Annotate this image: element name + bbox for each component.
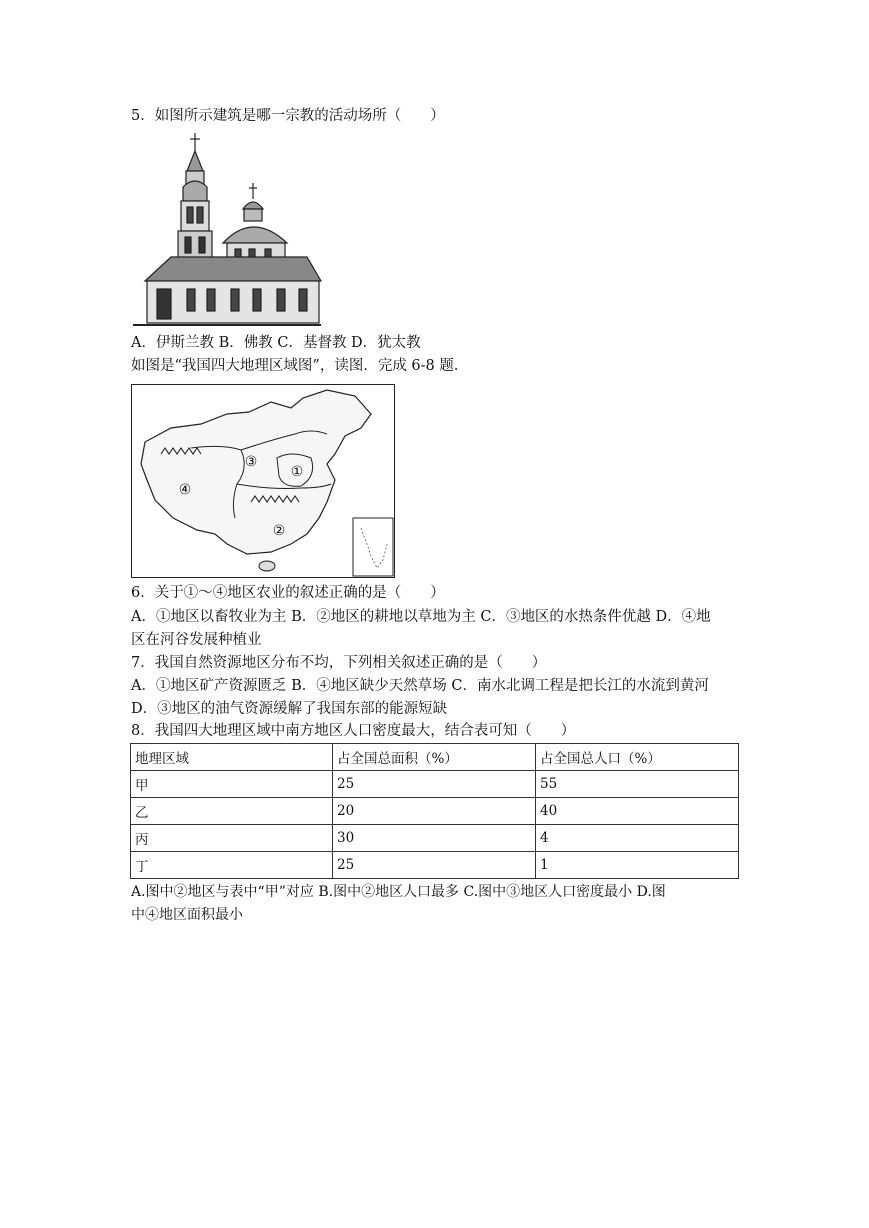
table-header-row [131,744,739,771]
q5-stem: 5．如图所示建筑是哪一宗教的活动场所（ ） [131,108,445,124]
table-cell: 4 [536,825,739,852]
table-cell: 20 [333,798,536,825]
table-header-cell: 地理区域 [131,744,333,771]
table-row [131,771,739,798]
table-cell: 丙 [131,825,333,852]
q5-options: A．伊斯兰教 B．佛教 C．基督教 D．犹太教 [131,335,421,351]
china-regions-map [131,384,395,578]
table-cell: 丁 [131,852,333,879]
q6-options-line2: 区在河谷发展种植业 [131,632,262,648]
table-cell: 25 [333,771,536,798]
table-cell: 30 [333,825,536,852]
q8-options-line2: 中④地区面积最小 [131,907,243,923]
table-header-cell: 占全国总面积（%） [333,744,536,771]
map-drawing [131,384,395,578]
q8-stem: 8．我国四大地理区域中南方地区人口密度最大，结合表可知（ ） [131,723,576,739]
table-row [131,825,739,852]
table-row [131,852,739,879]
q7-stem: 7．我国自然资源地区分布不均，下列相关叙述正确的是（ ） [131,655,547,671]
table-cell: 25 [333,852,536,879]
table-cell: 40 [536,798,739,825]
table-cell: 乙 [131,798,333,825]
region-label-1: ① [290,464,304,480]
q6-stem: 6．关于①～④地区农业的叙述正确的是（ ） [131,585,445,601]
table-row [131,798,739,825]
q7-options-line2: D．③地区的油气资源缓解了我国东部的能源短缺 [131,701,448,717]
q6-options-line1: A．①地区以畜牧业为主 B．②地区的耕地以草地为主 C．③地区的水热条件优越 D．④地 [131,609,711,625]
table-header-cell: 占全国总人口（%） [536,744,739,771]
region-label-4: ④ [178,482,192,498]
church-drawing [131,131,323,329]
q8-options-line1: A.图中②地区与表中“甲”对应 B.图中②地区人口最多 C.图中③地区人口密度最小 D.图 [131,884,666,900]
q7-options-line1: A．①地区矿产资源匮乏 B．④地区缺少天然草场 C．南水北调工程是把长江的水流到黄河 [131,678,709,694]
region-label-2: ② [272,523,286,539]
table-cell: 1 [536,852,739,879]
region-label-3: ③ [244,454,258,470]
table-cell: 甲 [131,771,333,798]
church-illustration [131,131,323,329]
map-intro: 如图是“我国四大地理区域图”，读图．完成 6-8 题． [131,358,469,374]
table-cell: 55 [536,771,739,798]
region-data-table [130,743,739,879]
